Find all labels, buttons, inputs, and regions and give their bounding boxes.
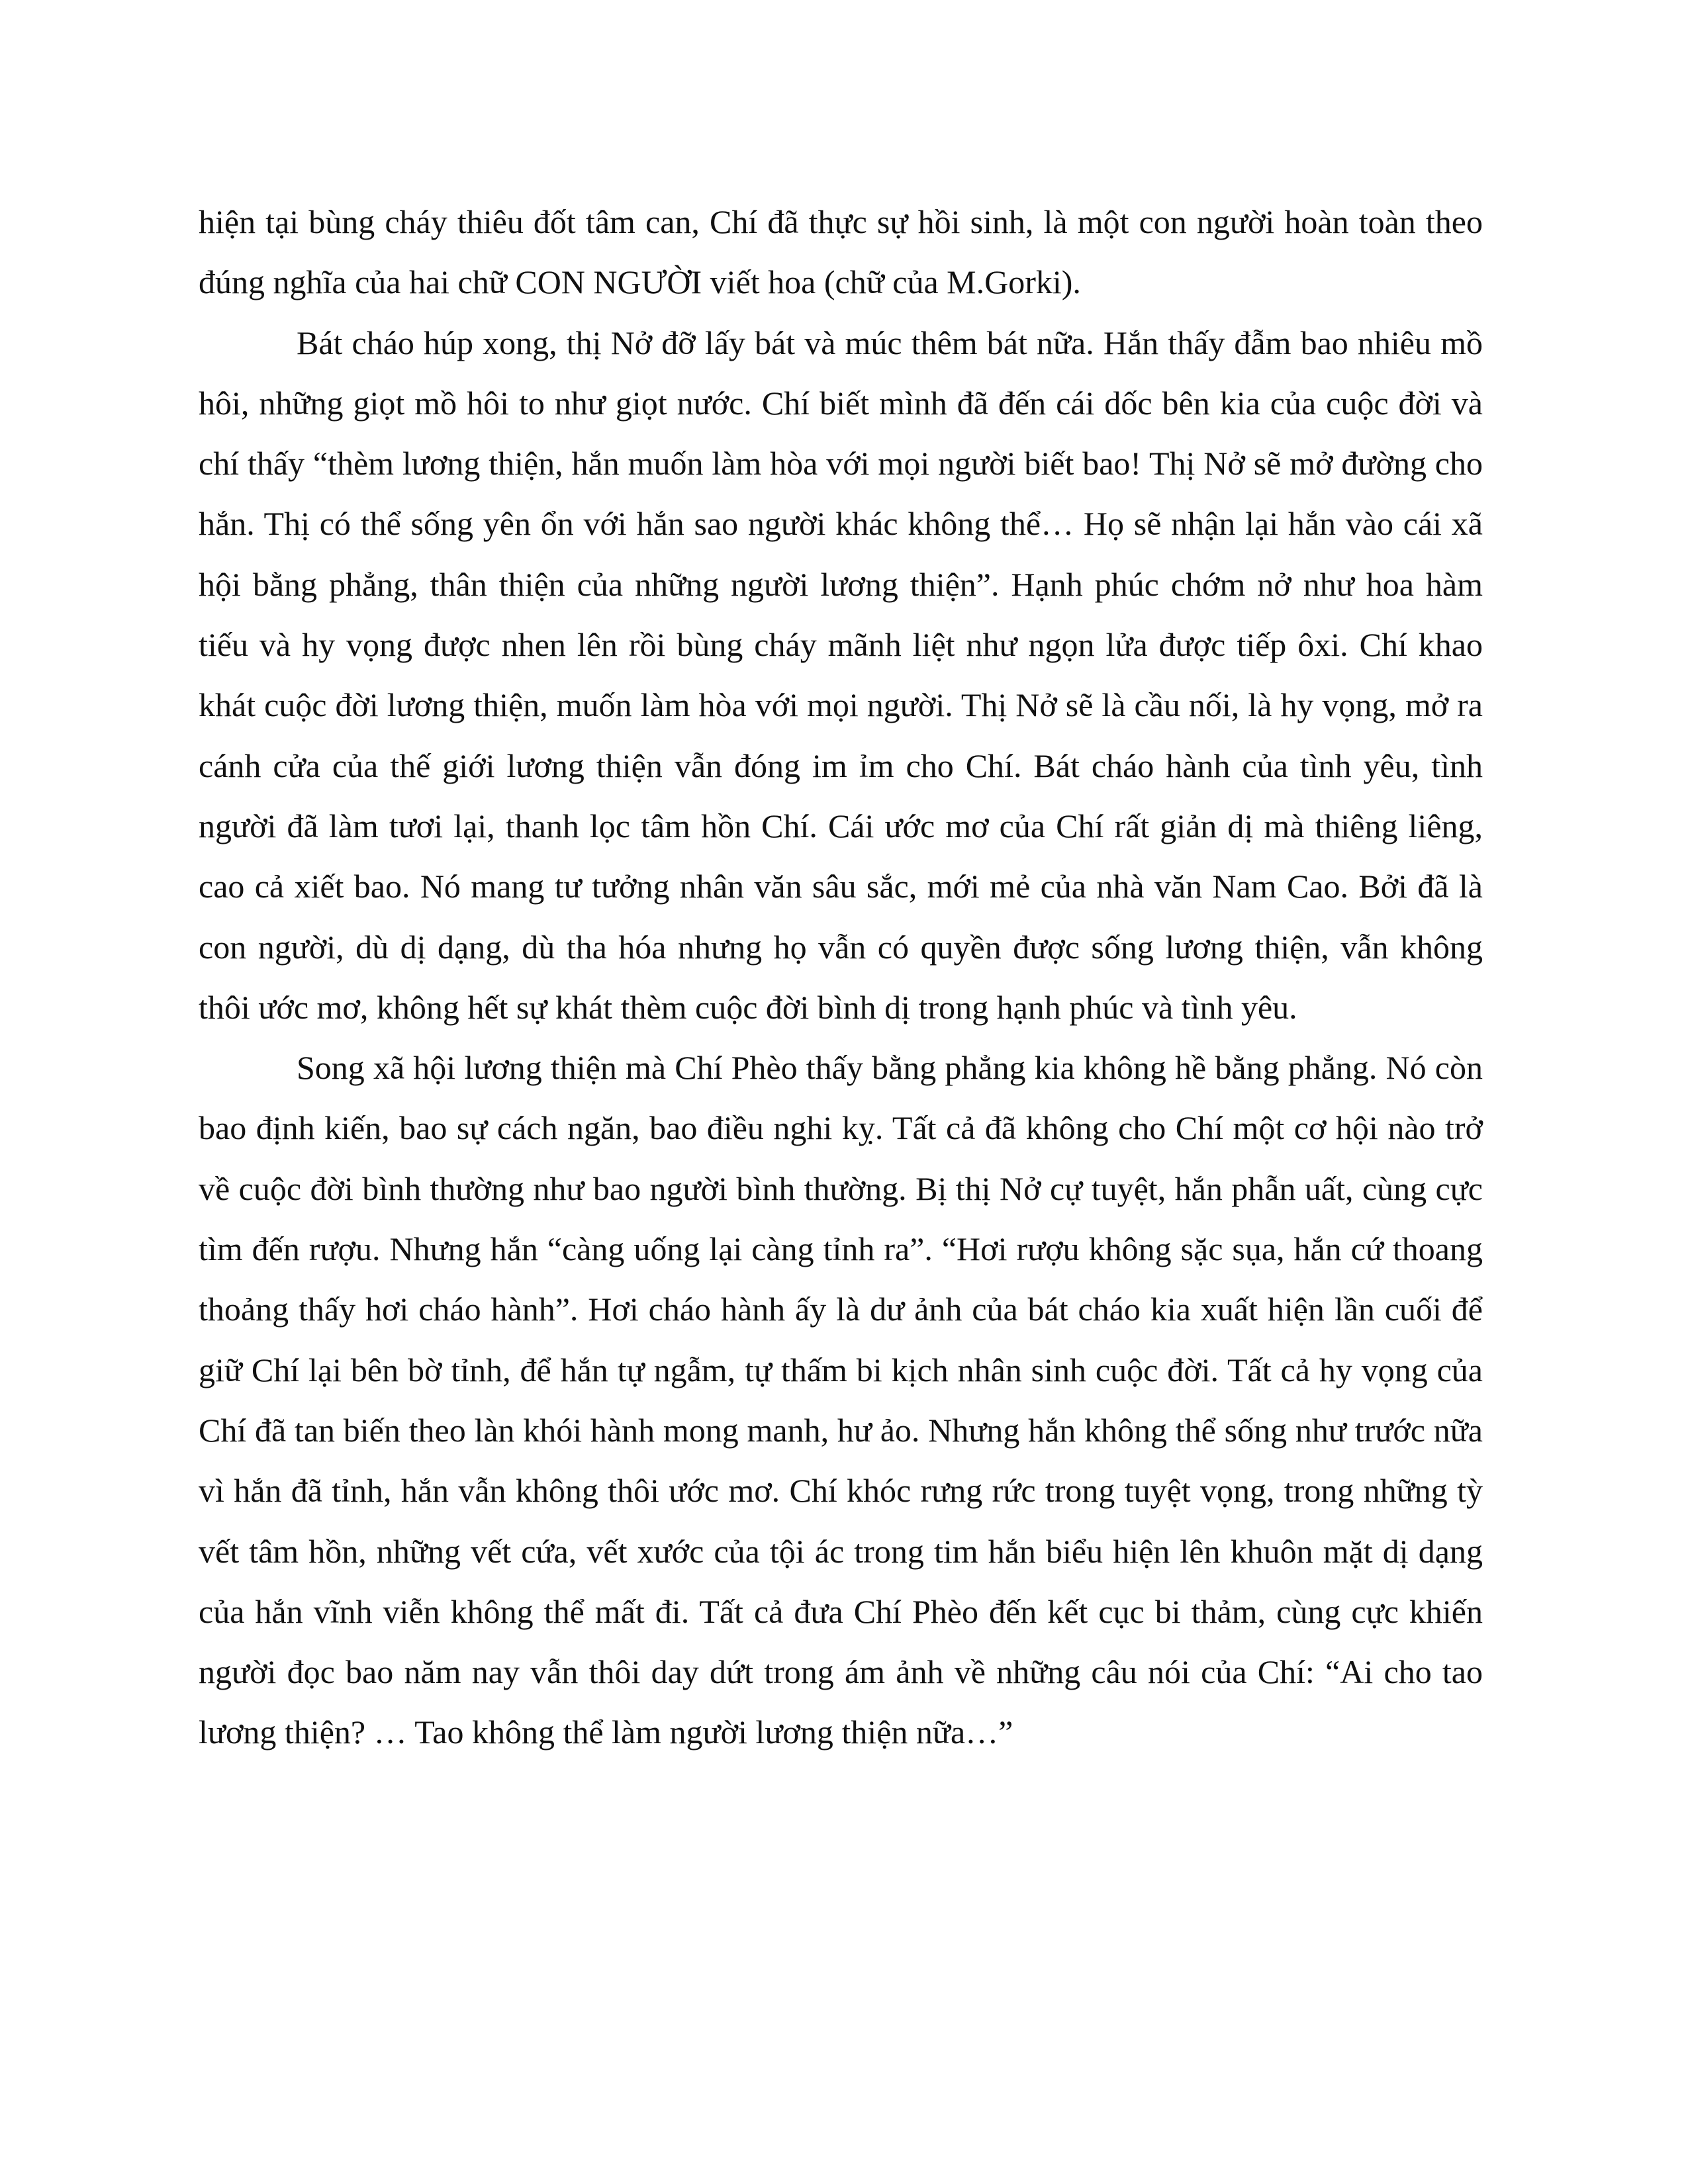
paragraph-continuation: hiện tại bùng cháy thiêu đốt tâm can, Chí đã thực sự hồi sinh, là một con người hoàn toàn theo đúng nghĩa của hai chữ CON NGƯỜI viết hoa (chữ của M.Gorki). [199,203,1483,301]
document-page [199,192,1483,1763]
paragraph-xa-hoi-luong-thien: Song xã hội lương thiện mà Chí Phèo thấy bằng phẳng kia không hề bằng phẳng. Nó còn bao định kiến, bao sự cách ngăn, bao điều nghi kỵ. Tất cả đã không cho Chí một cơ hội nào trở về cuộc đời bình thường như bao người bình thường. Bị thị Nở cự tuyệt, hắn phẫn uất, cùng cực tìm đến rượu. Nhưng hắn “càng uống lại càng tỉnh ra”. “Hơi rượu không sặc sụa, hắn cứ thoang thoảng thấy hơi cháo hành”. Hơi cháo hành ấy là dư ảnh của bát cháo kia xuất hiện lần cuối để giữ Chí lại bên bờ tỉnh, để hắn tự ngẫm, tự thấm bi kịch nhân sinh cuộc đời. Tất cả hy vọng của Chí đã tan biến theo làn khói hành mong manh, hư ảo. Nhưng hắn không thể sống như trước nữa vì hắn đã tỉnh, hắn vẫn không thôi ước mơ. Chí khóc rưng rức trong tuyệt vọng, trong những tỳ vết tâm hồn, những vết cứa, vết xước của tội ác trong tim hắn biểu hiện lên khuôn mặt dị dạng của hắn vĩnh viễn không thể mất đi. Tất cả đưa Chí Phèo đến kết cục bi thảm, cùng cực khiến người đọc bao năm nay vẫn thôi day dứt trong ám ảnh về những câu nói của Chí: “Ai cho tao lương thiện? … Tao không thể làm người lương thiện nữa…” [199,1049,1483,1751]
paragraph-chao-hanh: Bát cháo húp xong, thị Nở đỡ lấy bát và múc thêm bát nữa. Hắn thấy đẫm bao nhiêu mồ hôi, những giọt mồ hôi to như giọt nước. Chí biết mình đã đến cái dốc bên kia của cuộc đời và chí thấy “thèm lương thiện, hắn muốn làm hòa với mọi người biết bao! Thị Nở sẽ mở đường cho hắn. Thị có thể sống yên ổn với hắn sao người khác không thể… Họ sẽ nhận lại hắn vào cái xã hội bằng phẳng, thân thiện của những người lương thiện”. Hạnh phúc chớm nở như hoa hàm tiếu và hy vọng được nhen lên rồi bùng cháy mãnh liệt như ngọn lửa được tiếp ôxi. Chí khao khát cuộc đời lương thiện, muốn làm hòa với mọi người. Thị Nở sẽ là cầu nối, là hy vọng, mở ra cánh cửa của thế giới lương thiện vẫn đóng im ỉm cho Chí. Bát cháo hành của tình yêu, tình người đã làm tươi lại, thanh lọc tâm hồn Chí. Cái ước mơ của Chí rất giản dị mà thiêng liêng, cao cả xiết bao. Nó mang tư tưởng nhân văn sâu sắc, mới mẻ của nhà văn Nam Cao. Bởi đã là con người, dù dị dạng, dù tha hóa nhưng họ vẫn có quyền được sống lương thiện, vẫn không thôi ước mơ, không hết sự khát thèm cuộc đời bình dị trong hạnh phúc và tình yêu. [199,324,1483,1026]
